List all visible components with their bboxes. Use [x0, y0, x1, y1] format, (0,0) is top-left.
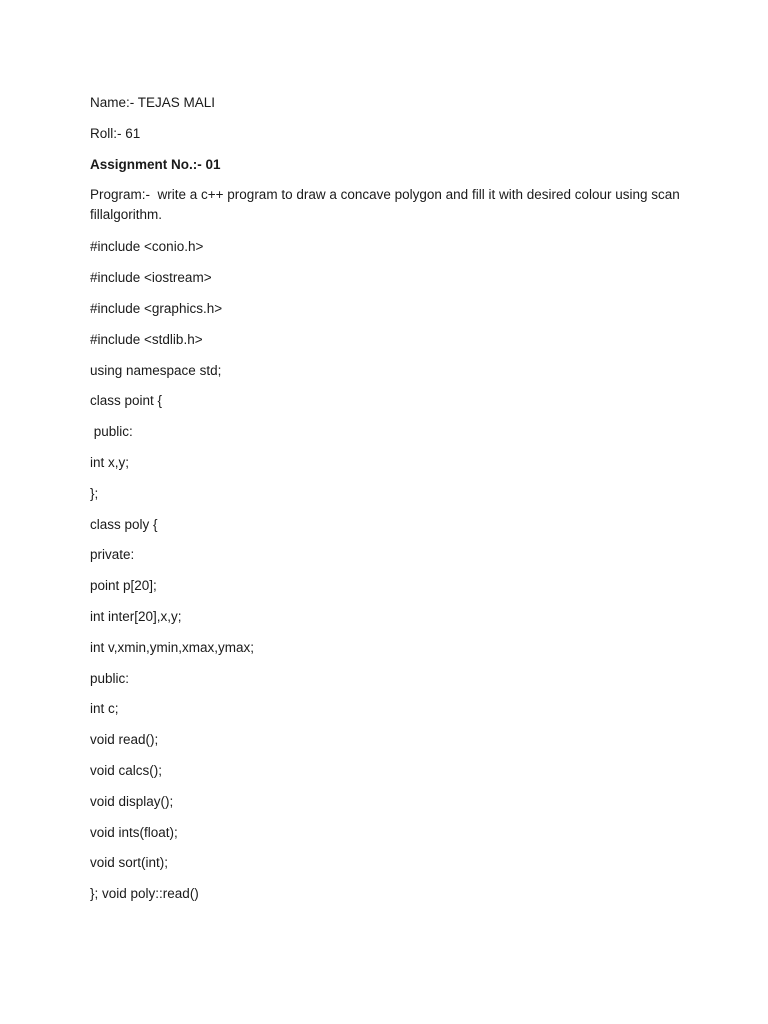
code-line: void display();: [90, 793, 174, 809]
code-line: #include <stdlib.h>: [90, 331, 203, 347]
code-line: int v,xmin,ymin,xmax,ymax;: [90, 639, 255, 655]
code-line: using namespace std;: [90, 362, 222, 378]
code-line: int x,y;: [90, 454, 130, 470]
code-line: }; void poly::read(): [90, 886, 199, 902]
code-line: #include <conio.h>: [90, 239, 204, 255]
code-line: public:: [90, 424, 133, 440]
code-line: void ints(float);: [90, 824, 178, 840]
code-line: void sort(int);: [90, 855, 169, 871]
code-line: void calcs();: [90, 762, 163, 778]
code-line: int c;: [90, 701, 119, 717]
assignment-number: Assignment No.:- 01: [90, 156, 221, 172]
code-line: class point {: [90, 393, 163, 409]
code-line: class poly {: [90, 516, 158, 532]
document-body: [90, 93, 684, 915]
code-line: };: [90, 485, 99, 501]
code-line: int inter[20],x,y;: [90, 608, 182, 624]
student-name: Name:- TEJAS MALI: [90, 95, 216, 110]
program-description: Program:- write a c++ program to draw a concave polygon and fill it with desired colour using scan fillalgorithm.: [90, 187, 684, 223]
code-line: private:: [90, 547, 135, 563]
code-line: public:: [90, 670, 130, 686]
code-line: #include <graphics.h>: [90, 300, 223, 316]
code-line: void read();: [90, 732, 159, 748]
roll-number: Roll:- 61: [90, 125, 141, 141]
code-line: #include <iostream>: [90, 270, 212, 286]
code-line: point p[20];: [90, 578, 157, 594]
